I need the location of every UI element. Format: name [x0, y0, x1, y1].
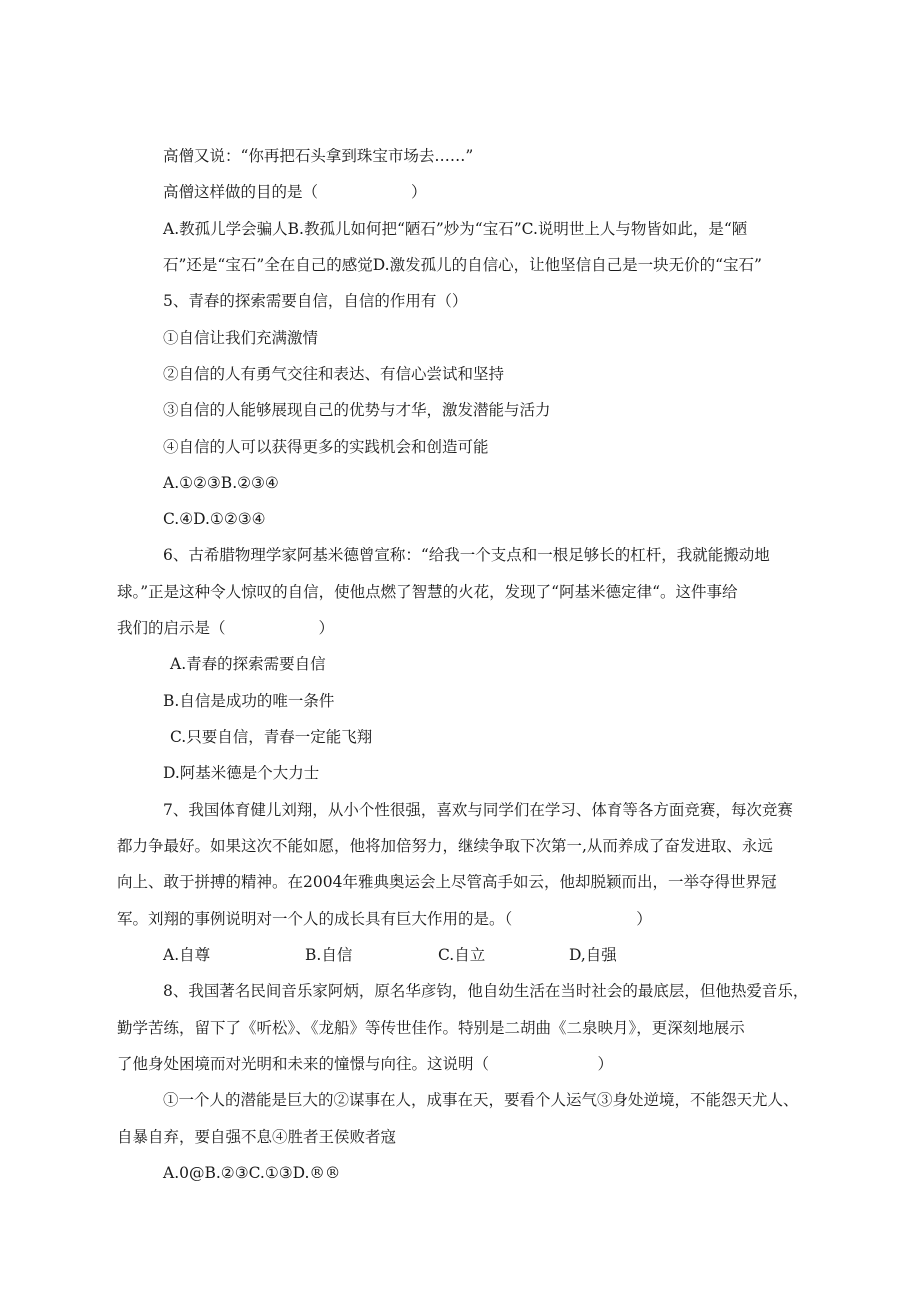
question-7-cont: 军。刘翔的事例说明对一个人的成长具有巨大作用的是。（ ） — [117, 910, 652, 928]
question-7-cont: 都力争最好。如果这次不能如愿，他将加倍努力，继续争取下次第一,从而养成了奋发进取、永远 — [117, 837, 773, 855]
question-6-cont: 球。”正是这种令人惊叹的自信，使他点燃了智慧的火花，发现了“阿基米德定律“。这件事给 — [117, 583, 738, 601]
question-7-cont: 向上、敢于拼搏的精神。在2004年雅典奥运会上尽管高手如云，他却脱颖而出，一举夺得世界冠 — [117, 873, 777, 891]
option-a: A.自尊 — [163, 946, 211, 964]
option-c: C.只要自信，青春一定能飞翔 — [170, 728, 373, 746]
question-8: 8、我国著名民间音乐家阿炳，原名华彦钧，他自幼生活在当时社会的最底层，但他热爱音乐， — [163, 982, 809, 1000]
answer-options: A.教孤儿学会骗人B.教孤儿如何把“陋石”炒为“宝石”C.说明世上人与物皆如此，是“陋 — [163, 220, 748, 238]
question-8-cont: 了他身处困境而对光明和未来的憧憬与向往。这说明（ ） — [117, 1055, 614, 1073]
question-7: 7、我国体育健儿刘翔，从小个性很强，喜欢与同学们在学习、体育等各方面竞赛，每次竞赛 — [163, 801, 793, 819]
option-d: D,自强 — [569, 946, 617, 964]
statement-4: ④自信的人可以获得更多的实践机会和创造可能 — [163, 438, 489, 456]
option-a: A.青春的探索需要自信 — [170, 655, 326, 673]
answer-options: C.④D.①②③④ — [163, 510, 266, 528]
statement-3: ③自信的人能够展现自己的优势与才华，激发潜能与活力 — [163, 401, 551, 419]
question-6-cont: 我们的启示是（ ） — [117, 619, 335, 637]
statement-2: ②自信的人有勇气交往和表达、有信心尝试和坚持 — [163, 365, 505, 383]
answer-options: A.①②③B.②③④ — [163, 474, 279, 492]
statements-cont: 自暴自弃，要自强不息④胜者王侯败者寇 — [117, 1128, 397, 1146]
answer-options: A.0@B.②③C.①③D.®® — [163, 1164, 341, 1182]
answer-options: 石”还是“宝石”全在自己的感觉D.激发孤儿的自信心，让他坚信自己是一块无价的“宝石” — [163, 256, 762, 274]
question-5: 5、青春的探索需要自信，自信的作用有（） — [163, 292, 468, 310]
question-8-cont: 勤学苦练，留下了《听松》、《龙船》等传世佳作。特别是二胡曲《二泉映月》，更深刻地展示 — [117, 1019, 745, 1037]
statement-1: ①自信让我们充满激情 — [163, 329, 319, 347]
question-stem: 高僧这样做的目的是（ ） — [163, 183, 427, 201]
option-c: C.自立 — [438, 946, 486, 964]
option-b: B.自信 — [305, 946, 353, 964]
option-d: D.阿基米德是个大力士 — [163, 764, 320, 782]
statements: ①一个人的潜能是巨大的②谋事在人，成事在天，要看个人运气③身处逆境，不能怨天尤人、 — [163, 1091, 799, 1109]
question-6: 6、古希腊物理学家阿基米德曾宣称：“给我一个支点和一根足够长的杠杆，我就能搬动地 — [163, 546, 770, 564]
text-line: 高僧又说：“你再把石头拿到珠宝市场去……” — [163, 147, 474, 165]
option-b: B.自信是成功的唯一条件 — [163, 692, 335, 710]
